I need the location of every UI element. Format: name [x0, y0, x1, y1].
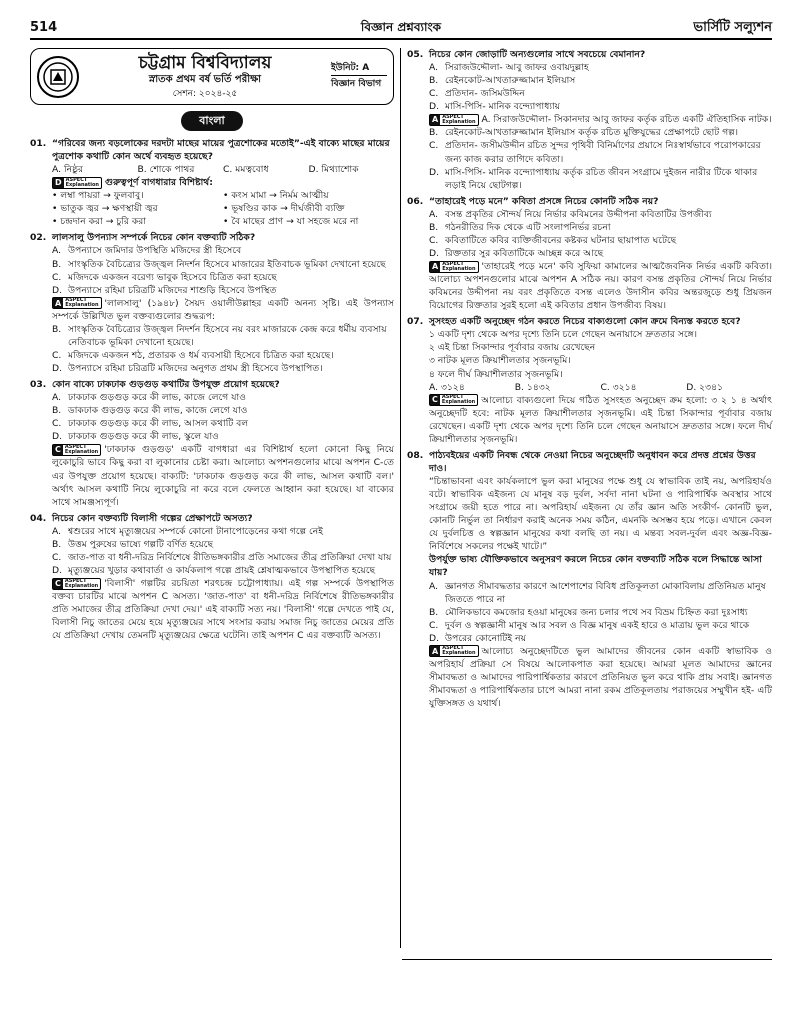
- question-text: নিচের কোন জোড়াটি অন্যগুলোর সাথে সবচেয়ে বেমানান?: [429, 49, 646, 60]
- question-3: 03. কোন বাক্যে ঢাকঢাক গুড়গুড় কথাটির উপযুক্ত প্রয়োগ হয়েছে? A. ঢাকঢাক গুড়গুড় করে কী লাভ, কাজে লেগে যাও B. ডাকঢাক গুড়গুড় করে কী লাভ, কাজে লেগে যাও C. ঢাকঢাক গুড়গুড় করে কী লাভ, আসল কথাটি বল D. ঢাকঢাক গুড়গুড় করে কী লাভ, স্কুলে যাও C ASPECT Explanation 'ঢাকঢাক গুড়গুড়' একটি বাগধারা এর বিশিষ্টার্থ হলো কোনো কিছু নিয়ে লুকোচুরি ভাবে কিছু করা বা লুকানোর চেষ্টা করা। আলোচ্য অপশনগুলোর মাঝে অপশন C-তে এর উপযুক্ত প্রয়োগ হয়েছে। বাক্যটি: 'ঢাকঢাক গুড়গুড় করে কী লাভ, আসল কথাটি বল।' অর্থাৎ আসল কথাটি নিয়ে লুকোচুরি না করে বলে ফেলতে আহ্বান করা হয়েছে। যা বাক্যের সাথে সামঞ্জস্যপূর্ণ।: [30, 379, 394, 508]
- right-column: [401, 48, 772, 948]
- question-text: নিচের কোন বক্তব্যটি বিলাসী গল্পের প্রেক্ষাপটে অসত্য?: [52, 512, 253, 524]
- aspect-badge-icon: C ASPECT Explanation: [52, 444, 101, 456]
- explanation: A ASPECT Explanation আলোচ্য অনুচ্ছেদটিতে ভুল আমাদের জীবনের কোন একটি স্বাভাবিক ও অপরিহার্য প্রক্রিয়া সে বিষয়ে আলোকপাত করা হয়েছে। আমরা মূলত আমাদের জ্ঞানের সীমাবদ্ধতা ও আমাদের পারিপার্শ্বিকতার কারণে প্রতিনিয়ত ভুল করে থাকি প্রায় সবাই। জ্ঞানগত সীমাবদ্ধতা ও পারিপার্শ্বিকতার চাপে আমরা নানা রকম প্রতিকূলতায় পরাজয়ের সম্মুখীন হই- এটি যুক্তিসঙ্গত ও যথার্থ।: [429, 645, 772, 710]
- explanation: A ASPECT Explanation 'তাহারেই পড়ে মনে' কবি সুফিয়া কামালের আত্মজৈবনিক নির্ভর একটি কবিতা। আলোচ্য অপশনগুলোর মাঝে অপশন A সঠিক নয়। কারণ বসন্ত প্রকৃতির সৌন্দর্য নিয়ে নির্ভার কবিমনের উদ্দীপনা নয় বরং প্রকৃতিতে বসন্ত এলেও উদাসীন কবির অন্তরজুড়ে শুধু প্রিয়জন বিয়োগের রিক্ততার সুরই হলো এই কবিতার প্রধান উপজীব্য বিষয়।: [429, 260, 772, 312]
- question-text: “তাহারেই পড়ে মনে” কবিতা প্রসঙ্গে নিচের কোনটি সঠিক নয়?: [429, 195, 659, 207]
- fix-line: D. মাসি-পিসি- মানিক বন্দ্যোপাধ্যায় কর্তৃক রচিত জীবন সংগ্রামে দুইজন নারীর টিকে থাকার লড়াই নিয়ে ছোটগল্প।: [429, 166, 758, 191]
- aspect-badge-icon: A ASPECT Explanation: [429, 114, 479, 126]
- unit-label: ইউনিট: A: [331, 62, 387, 76]
- session: সেশন: ২০২৪-২৫: [172, 88, 238, 99]
- question-7: 07. সুসংহত একটি অনুচ্ছেদ গঠন করতে নিচের বাক্যগুলো কোন ক্রমে বিন্যস্ত করতে হবে? ১ একটি দৃশ্য থেকে অপর দৃশ্যে তিনি চলে গেছেন অনায়াসে দ্রুততার সঙ্গে। ২ এই চিন্তা সিকান্দার পূর্বাবার বজায় রেখেছেন ৩ নাটক মূলত ক্রিয়াশীলতার সৃজনভূমি। ৪ ফলে দীর্ঘ ক্রিয়াশীলতার সৃজনভূমি। A. ৩১২৪ B. ১৪৩২ C. ৩২১৪ D. ২৩৪১ C ASPECT Explanation আলোচ্য বাক্যগুলো দিয়ে গঠিত সুসংহত অনুচ্ছেদ ক্রম হলো: ৩ ২ ১ ৪ অর্থাৎ অনুচ্ছেদটি হবে: নাটক মূলত ক্রিয়াশীলতার সৃজনভূমি। এই চিন্তা সিকান্দার পূর্বাবার বজায় রেখেছেন। একটি দৃশ্য থেকে অপর দৃশ্যে তিনি চলে গেছেন অনায়াসে দ্রুততার সঙ্গে। ফলে দীর্ঘ ক্রিয়াশীলতার সৃজনভূমি।: [407, 316, 772, 445]
- option: B. উত্তম পুরুষের ভাষ্যে গল্পটি বর্ণিত হয়েছে: [52, 538, 214, 550]
- explanation: C ASPECT Explanation 'বিলাসী' গল্পটির রচয়িতা শরৎচন্দ্র চট্টোপাধ্যায়। এই গল্প সম্পর্কে উপস্থাপিত বক্তব্য চারটির মাঝে অপশন C অসত্য। 'জাত-পাত' বা ধনী-দরিদ্র নির্বিশেষে রীতিভঙ্গকারীর প্রতি সমাজের তীব্র প্রতিক্রিয়া দেখা দেয়।' এই বাক্যটি সত্য নয়। 'বিলাসী' গল্পে দেখতে পাই যে, বিলাসী নিচু জাতের মেয়ে হয়ে মৃত্যুঞ্জয়ের সাথে সংসার করায় সমাজ নিচু জাতের মেয়ের প্রতি যে প্রতিক্রিয়া দেখায় তেমনটি মৃত্যুঞ্জয়ের ক্ষেত্রে ঘটেনি। তাই অপশন C এর বক্তব্যটি অসত্য।: [52, 577, 394, 642]
- question-text: পাঠ্যবইয়ের একটি নিবন্ধ থেকে নেওয়া নিচের অনুচ্ছেদটি অনুধাবন করে প্রদত্ত প্রশ্নের উত্তর দাও।: [429, 449, 756, 474]
- question-1: [30, 137, 394, 228]
- fix-line: C. মজিদকে একজন শঠ, প্রতারক ও ধর্ম ব্যবসায়ী হিসেবে চিত্রিত করা হয়েছে।: [52, 349, 334, 361]
- option: D. উপন্যাসে রহিমা চরিত্রটি মজিদের শাশুড়ি হিসেবে উপস্থিত: [52, 284, 277, 296]
- fix-line: B. রেইনকোট-আখতারুজ্জামান ইলিয়াস কর্তৃক রচিত মুক্তিযুদ্ধের প্রেক্ষাপটে ছোট গল্প।: [429, 127, 739, 139]
- option: D. মাসি-পিসি- মানিক বন্দ্যোপাধ্যায়: [429, 101, 561, 113]
- idiom-row: • চন্দ্রদান করা → চুরি করা • বৈ মাছের প্রাণ → যা সহজে মরে না: [52, 216, 359, 228]
- question-5: 05. নিচের কোন জোড়াটি অন্যগুলোর সাথে সবচেয়ে বেমানান? A. সিরাজউদ্দৌলা- আবু জাফর ওবায়দুল্লাহ B. রেইনকোট-আখতারুজ্জামান ইলিয়াস C. প্রতিদান- জসিমউদ্দিন D. মাসি-পিসি- মানিক বন্দ্যোপাধ্যায় A ASPECT Explanation A. সিরাজউদ্দৌলা- সিকানদার আবু জাফর কর্তৃক রচিত একটি ঐতিহাসিক নাটক। B. রেইনকোট-আখতারুজ্জামান ইলিয়াস কর্তৃক রচিত মুক্তিযুদ্ধের প্রেক্ষাপটে ছোট গল্প। C. প্রতিদান- জসীমউদ্দীন রচিত সুন্দর পৃথিবী বিনির্মাণের প্রয়াসে নিঃস্বার্থভাবে পরোপকারের জন্য কাজ করার তাগিদে কবিতা। D. মাসি-পিসি- মানিক বন্দ্যোপাধ্যায় কর্তৃক রচিত জীবন সংগ্রামে দুইজন নারীর টিকে থাকার লড়াই নিয়ে ছোটগল্প।: [407, 49, 772, 191]
- explanation: C ASPECT Explanation আলোচ্য বাক্যগুলো দিয়ে গঠিত সুসংহত অনুচ্ছেদ ক্রম হলো: ৩ ২ ১ ৪ অর্থাৎ অনুচ্ছেদটি হবে: নাটক মূলত ক্রিয়াশীলতার সৃজনভূমি। এই চিন্তা সিকান্দার পূর্বাবার বজায় রেখেছেন। একটি দৃশ্য থেকে অপর দৃশ্যে তিনি চলে গেছেন অনায়াসে দ্রুততার সঙ্গে। ফলে দীর্ঘ ক্রিয়াশীলতার সৃজনভূমি।: [429, 394, 772, 445]
- divider: [402, 959, 772, 961]
- sentence-line: ৩ নাটক মূলত ক্রিয়াশীলতার সৃজনভূমি।: [429, 355, 571, 367]
- option: B. ১৪৩২: [514, 381, 551, 393]
- exam-name: স্নাতক প্রথম বর্ষ ভর্তি পরীক্ষা: [148, 74, 262, 86]
- explanation: A ASPECT Explanation A. সিরাজউদ্দৌলা- সিকানদার আবু জাফর কর্তৃক রচিত একটি ঐতিহাসিক নাটক।: [407, 113, 772, 126]
- question-text: “গরিবের জন্য বড়লোকের দরদটা মাছের মায়ের পুত্রশোকের মতোই”-এই বাক্যে মাছের মায়ের পুত্রশোক কথাটি কোন অর্থে ব্যবহৃত হয়েছে?: [52, 137, 390, 163]
- explanation: C ASPECT Explanation 'ঢাকঢাক গুড়গুড়' একটি বাগধারা এর বিশিষ্টার্থ হলো কোনো কিছু নিয়ে লুকোচুরি ভাবে কিছু করা বা লুকানোর চেষ্টা করা। আলোচ্য অপশনগুলোর মাঝে অপশন C-তে এর উপযুক্ত প্রয়োগ হয়েছে। বাক্যটি: 'ঢাকঢাক গুড়গুড় করে কী লাভ, আসল কথাটি বল।' অর্থাৎ আসল কথাটি নিয়ে লুকোচুরি না করে বলে ফেলতে আহ্বান করা হয়েছে। যা বাক্যের সাথে সামঞ্জস্যপূর্ণ।: [52, 443, 394, 508]
- idiom-row: • লম্বা পায়রা → ফুলবাবু। • কংস মামা → নির্মম আত্মীয়: [52, 190, 329, 202]
- option: A. শ্বশুরের সাথে মৃত্যুঞ্জয়ের সম্পর্কে কোনো টানাপোড়েনের কথা গল্পে নেই: [52, 525, 324, 537]
- option: C. কবিতাটিতে কবির ব্যক্তিজীবনের কষ্টকর ঘটনার ছায়াপাত ঘটেছে: [429, 234, 677, 246]
- question-6: 06. “তাহারেই পড়ে মনে” কবিতা প্রসঙ্গে নিচের কোনটি সঠিক নয়? A. বসন্ত প্রকৃতির সৌন্দর্য নিয়ে নির্ভার কবিমনের উদ্দীপনা কবিতাটির উপজীব্য B. গঠনরীতির দিক থেকে এটি সংলাপনির্ভর রচনা C. কবিতাটিতে কবির ব্যক্তিজীবনের কষ্টকর ঘটনার ছায়াপাত ঘটেছে D. রিক্ততার সুর কবিতাটিকে আচ্ছন্ন করে আছে A ASPECT Explanation 'তাহারেই পড়ে মনে' কবি সুফিয়া কামালের আত্মজৈবনিক নির্ভর একটি কবিতা। আলোচ্য অপশনগুলোর মাঝে অপশন A সঠিক নয়। কারণ বসন্ত প্রকৃতির সৌন্দর্য নিয়ে নির্ভার কবিমনের উদ্দীপনা নয় বরং প্রকৃতিতে বসন্ত এলেও উদাসীন কবির অন্তরজুড়ে শুধু প্রিয়জন বিয়োগের রিক্ততার সুরই হলো এই কবিতার প্রধান উপজীব্য বিষয়।: [407, 195, 772, 312]
- fix-line: C. প্রতিদান- জসীমউদ্দীন রচিত সুন্দর পৃথিবী বিনির্মাণের প্রয়াসে নিঃস্বার্থভাবে পরোপকারের জন্য কাজ করার তাগিদে কবিতা।: [429, 140, 761, 165]
- dept-label: বিজ্ঞান বিভাগ: [331, 79, 382, 90]
- option: A. নিষ্ঠুর: [52, 164, 84, 176]
- option: B. শোকে পাথর: [137, 164, 195, 176]
- sentence-line: ৪ ফলে দীর্ঘ ক্রিয়াশীলতার সৃজনভূমি।: [429, 368, 563, 380]
- university-seal-icon: [37, 56, 79, 98]
- sentence-line: ১ একটি দৃশ্য থেকে অপর দৃশ্যে তিনি চলে গেছেন অনায়াসে দ্রুততার সঙ্গে।: [429, 329, 698, 341]
- option: D. মৃত্যুঞ্জয়ের খুড়ার কথাবার্তা ও কার্যকলাপ গল্পে প্রায়ই শ্লেষাত্মকভাবে উপস্থাপিত হয়েছে: [52, 564, 376, 576]
- option: B. গঠনরীতির দিক থেকে এটি সংলাপনির্ভর রচনা: [429, 221, 611, 233]
- page-header: [30, 18, 772, 40]
- aspect-badge-icon: D ASPECT Explanation: [52, 177, 102, 189]
- option: C. প্রতিদান- জসিমউদ্দিন: [429, 88, 525, 100]
- question-text: সুসংহত একটি অনুচ্ছেদ গঠন করতে নিচের বাক্যগুলো কোন ক্রমে বিন্যস্ত করতে হবে?: [429, 316, 741, 328]
- aspect-badge-icon: A ASPECT Explanation: [429, 645, 479, 657]
- book-title: বিজ্ঞান প্রশ্নব্যাংক: [360, 20, 442, 35]
- passage: “চিন্তাভাবনা এবং কার্যকলাপে ভুল করা মানুষের পক্ষে শুধু যে স্বাভাবিক তাই নয়, অপরিহার্যও বটে। স্বাভাবিক এইজন্য যে মানুষ বড় দুর্বল, সর্বদা নানা ঘটনা ও পারিপার্শ্বিক অবস্থার সাথে সংগ্রামে জয়ী হতে পারে না। অপরিহার্য এইজন্য যে তাঁর জ্ঞান অতি সংকীর্ণ- কোনটি ভুল, কোনটি নির্ভুল তা নির্ধারণ করাই অনেক সময় কঠিন, এমনকি অসম্ভব হয়ে পড়ে। এখানে কেবল যে দুর্বলচিত্ত ও স্বল্পজ্ঞান মানুষের কথা বলছি তা নয়। এ মন্তব্য সবল-দুর্বল এবং অজ্ঞ-বিজ্ঞ-নির্বিশেষে সকলের পক্ষেই খাটে।”: [429, 476, 772, 553]
- page-number: 514: [30, 19, 58, 35]
- options: [30, 163, 394, 176]
- sub-question: উপর্যুক্ত ভাষ্য যৌক্তিকভাবে অনুসরণ করলে নিচের কোন বক্তব্যটি সঠিক বলে সিদ্ধান্তে আসা যায়?: [429, 554, 762, 579]
- question-text: লালসালু উপন্যাস সম্পর্কে নিচের কোন বক্তব্যটি সঠিক?: [52, 232, 256, 244]
- option: C. ৩২১৪: [600, 381, 637, 393]
- option: A. সিরাজউদ্দৌলা- আবু জাফর ওবায়দুল্লাহ: [429, 62, 589, 74]
- options: [407, 381, 772, 394]
- question-8: 08. পাঠ্যবইয়ের একটি নিবন্ধ থেকে নেওয়া নিচের অনুচ্ছেদটি অনুধাবন করে প্রদত্ত প্রশ্নের উত্তর দাও। “চিন্তাভাবনা এবং কার্যকলাপে ভুল করা মানুষের পক্ষে শুধু যে স্বাভাবিক তাই নয়, অপরিহার্যও বটে। স্বাভাবিক এইজন্য যে মানুষ বড় দুর্বল, সর্বদা নানা ঘটনা ও পারিপার্শ্বিক অবস্থার সাথে সংগ্রামে জয়ী হতে পারে না। অপরিহার্য এইজন্য যে তাঁর জ্ঞান অতি সংকীর্ণ- কোনটি ভুল, কোনটি নির্ভুল তা নির্ধারণ করাই অনেক সময় কঠিন, এমনকি অসম্ভব হয়ে পড়ে। এখানে কেবল যে দুর্বলচিত্ত ও স্বল্পজ্ঞান মানুষের কথা বলছি তা নয়। এ মন্তব্য সবল-দুর্বল এবং অজ্ঞ-বিজ্ঞ-নির্বিশেষে সকলের পক্ষেই খাটে।” উপর্যুক্ত ভাষ্য যৌক্তিকভাবে অনুসরণ করলে নিচের কোন বক্তব্যটি সঠিক বলে সিদ্ধান্তে আসা যায়? A. জ্ঞানগত সীমাবদ্ধতার কারণে আশেপাশের বিবিধ প্রতিকূলতা মোকাবিলায় প্রতিনিয়ত মানুষ জিততে পারে না B. মৌলিকভাবে কমজোর হওয়া মানুষের জন্য চলার পথে সব বিভ্রম চিহ্নিত করা দুঃসাধ্য C. দুর্বল ও স্বল্পজ্ঞানী মানুষ আর সবল ও বিজ্ঞ মানুষ একই হারে ও মাত্রায় ভুল করে থাকে D. উপরের কোনোটিই নয় A ASPECT Explanation আলোচ্য অনুচ্ছেদটিতে ভুল আমাদের জীবনের কোন একটি স্বাভাবিক ও অপরিহার্য প্রক্রিয়া সে বিষয়ে আলোকপাত করা হয়েছে। আমরা মূলত আমাদের জ্ঞানের সীমাবদ্ধতা ও আমাদের পারিপার্শ্বিকতার কারণে প্রতিনিয়ত ভুল করে থাকি প্রায় সবাই। জ্ঞানগত সীমাবদ্ধতা ও পারিপার্শ্বিকতার চাপে আমরা নানা রকম প্রতিকূলতায় পরাজয়ের সম্মুখীন হই- এটি যুক্তিসঙ্গত ও যথার্থ।: [407, 449, 772, 710]
- option: C. ঢাকঢাক গুড়গুড় করে কী লাভ, আসল কথাটি বল: [52, 418, 249, 430]
- option: B. মৌলিকভাবে কমজোর হওয়া মানুষের জন্য চলার পথে সব বিভ্রম চিহ্নিত করা দুঃসাধ্য: [429, 606, 748, 618]
- option: A. বসন্ত প্রকৃতির সৌন্দর্য নিয়ে নির্ভার কবিমনের উদ্দীপনা কবিতাটির উপজীব্য: [429, 208, 712, 220]
- aspect-badge-icon: A ASPECT Explanation: [429, 261, 479, 273]
- option: A. ৩১২৪: [429, 381, 465, 393]
- explanation: [30, 176, 394, 189]
- option: C. মমত্ববোধ: [223, 164, 269, 176]
- fix-line: D. উপন্যাসে রহিমা চরিত্রটি মজিদের অনুগত প্রথম স্ত্রী হিসেবে উপস্থাপিত।: [52, 363, 323, 375]
- left-column: [30, 48, 401, 948]
- idiom-row: • ভাতুক জ্বর → ক্ষণস্থায়ী জ্বর • ভূষণ্ডির কাক → দীর্ঘজীবী ব্যক্তি: [52, 203, 345, 215]
- option: A. জ্ঞানগত সীমাবদ্ধতার কারণে আশেপাশের বিবিধ প্রতিকূলতা মোকাবিলায় প্রতিনিয়ত মানুষ জিততে পারে না: [429, 580, 766, 605]
- option: D. মিথ্যাশোক: [308, 164, 359, 176]
- aspect-badge-icon: C ASPECT Explanation: [429, 394, 478, 406]
- option: C. দুর্বল ও স্বল্পজ্ঞানী মানুষ আর সবল ও বিজ্ঞ মানুষ একই হারে ও মাত্রায় ভুল করে থাকে: [429, 619, 750, 631]
- option: C. জাত-পাত বা ধনী-দরিদ্র নির্বিশেষে রীতিভঙ্গকারীর প্রতি সমাজের তীব্র প্রতিক্রিয়া দেখা যায়: [52, 551, 392, 563]
- question-text: কোন বাক্যে ঢাকঢাক গুড়গুড় কথাটির উপযুক্ত প্রয়োগ হয়েছে?: [52, 379, 280, 391]
- option: A. উপন্যাসে জমিদার উপস্থিতি মজিদের স্ত্রী হিসেবে: [52, 245, 242, 257]
- option: B. সাংস্কৃতিক বৈচিত্র্যের উজ্জ্বল নিদর্শন হিসেবে মাজারের ইতিবাচক ভূমিকা দেখানো হয়েছে: [52, 258, 386, 270]
- aspect-badge-icon: A ASPECT Explanation: [52, 297, 102, 309]
- aspect-badge-icon: C ASPECT Explanation: [52, 578, 101, 590]
- question-2: 02. লালসালু উপন্যাস সম্পর্কে নিচের কোন বক্তব্যটি সঠিক? A. উপন্যাসে জমিদার উপস্থিতি মজিদের স্ত্রী হিসেবে B. সাংস্কৃতিক বৈচিত্র্যের উজ্জ্বল নিদর্শন হিসেবে মাজারের ইতিবাচক ভূমিকা দেখানো হয়েছে C. মজিদকে একজন বরেণ্য ভাবুক হিসেবে চিত্রিত করা হয়েছে D. উপন্যাসে রহিমা চরিত্রটি মজিদের শাশুড়ি হিসেবে উপস্থিত A ASPECT Explanation 'লালসালু' (১৯৪৮) সৈয়দ ওয়ালীউল্লাহর একটি অনন্য সৃষ্টি। এই উপন্যাস সম্পর্কে উল্লিখিত ভুল বক্তব্যগুলোর শুদ্ধরূপ: B. সাংস্কৃতিক বৈচিত্র্যের উজ্জ্বল নিদর্শন হিসেবে নয় বরং মাজারকে কেন্দ্র করে ধর্মীয় ব্যবসায় নেতিবাচক ভূমিকা দেখানো হয়েছে। C. মজিদকে একজন শঠ, প্রতারক ও ধর্ম ব্যবসায়ী হিসেবে চিত্রিত করা হয়েছে। D. উপন্যাসে রহিমা চরিত্রটি মজিদের অনুগত প্রথম স্ত্রী হিসেবে উপস্থাপিত।: [30, 232, 394, 375]
- university-header: [30, 48, 394, 105]
- explanation: A ASPECT Explanation 'লালসালু' (১৯৪৮) সৈয়দ ওয়ালীউল্লাহর একটি অনন্য সৃষ্টি। এই উপন্যাস সম্পর্কে উল্লিখিত ভুল বক্তব্যগুলোর শুদ্ধরূপ:: [52, 297, 394, 322]
- option: D. উপরের কোনোটিই নয়: [429, 632, 527, 644]
- university-name: চট্টগ্রাম বিশ্ববিদ্যালয়: [138, 53, 272, 73]
- fix-line: B. সাংস্কৃতিক বৈচিত্র্যের উজ্জ্বল নিদর্শন হিসেবে নয় বরং মাজারকে কেন্দ্র করে ধর্মীয় ব্যবসায় নেতিবাচক ভূমিকা দেখানো হয়েছে।: [52, 323, 387, 348]
- option: B. ডাকঢাক গুড়গুড় করে কী লাভ, কাজে লেগে যাও: [52, 405, 248, 417]
- page: [30, 18, 772, 1018]
- question-number: 01.: [30, 137, 47, 149]
- option: C. মজিদকে একজন বরেণ্য ভাবুক হিসেবে চিত্রিত করা হয়েছে: [52, 271, 277, 283]
- sentence-line: ২ এই চিন্তা সিকান্দার পূর্বাবার বজায় রেখেছেন: [429, 342, 596, 354]
- option: B. রেইনকোট-আখতারুজ্জামান ইলিয়াস: [429, 75, 576, 87]
- option: D. রিক্ততার সুর কবিতাটিকে আচ্ছন্ন করে আছে: [429, 247, 604, 259]
- series-title: ভার্সিটি সল্যুশন: [693, 19, 772, 35]
- option: D. ২৩৪১: [686, 381, 724, 393]
- option: D. ঢাকঢাক গুড়গুড় করে কী লাভ, স্কুলে যাও: [52, 431, 219, 443]
- explanation-title: গুরুত্বপূর্ণ বাগধারার বিশিষ্টার্থ:: [104, 177, 213, 189]
- option: A. ঢাকঢাক গুড়গুড় করে কী লাভ, কাজে লেগে যাও: [52, 392, 246, 404]
- section-pill: বাংলা: [181, 111, 242, 131]
- question-4: 04. নিচের কোন বক্তব্যটি বিলাসী গল্পের প্রেক্ষাপটে অসত্য? A. শ্বশুরের সাথে মৃত্যুঞ্জয়ের সম্পর্কে কোনো টানাপোড়েনের কথা গল্পে নেই B. উত্তম পুরুষের ভাষ্যে গল্পটি বর্ণিত হয়েছে C. জাত-পাত বা ধনী-দরিদ্র নির্বিশেষে রীতিভঙ্গকারীর প্রতি সমাজের তীব্র প্রতিক্রিয়া দেখা যায় D. মৃত্যুঞ্জয়ের খুড়ার কথাবার্তা ও কার্যকলাপ গল্পে প্রায়ই শ্লেষাত্মকভাবে উপস্থাপিত হয়েছে C ASPECT Explanation 'বিলাসী' গল্পটির রচয়িতা শরৎচন্দ্র চট্টোপাধ্যায়। এই গল্প সম্পর্কে উপস্থাপিত বক্তব্য চারটির মাঝে অপশন C অসত্য। 'জাত-পাত' বা ধনী-দরিদ্র নির্বিশেষে রীতিভঙ্গকারীর প্রতি সমাজের তীব্র প্রতিক্রিয়া দেখা দেয়।' এই বাক্যটি সত্য নয়। 'বিলাসী' গল্পে দেখতে পাই যে, বিলাসী নিচু জাতের মেয়ে হয়ে মৃত্যুঞ্জয়ের সাথে সংসার করায় সমাজ নিচু জাতের মেয়ের প্রতি যে প্রতিক্রিয়া দেখায় তেমনটি মৃত্যুঞ্জয়ের ক্ষেত্রে ঘটেনি। তাই অপশন C এর বক্তব্যটি অসত্য।: [30, 512, 394, 642]
